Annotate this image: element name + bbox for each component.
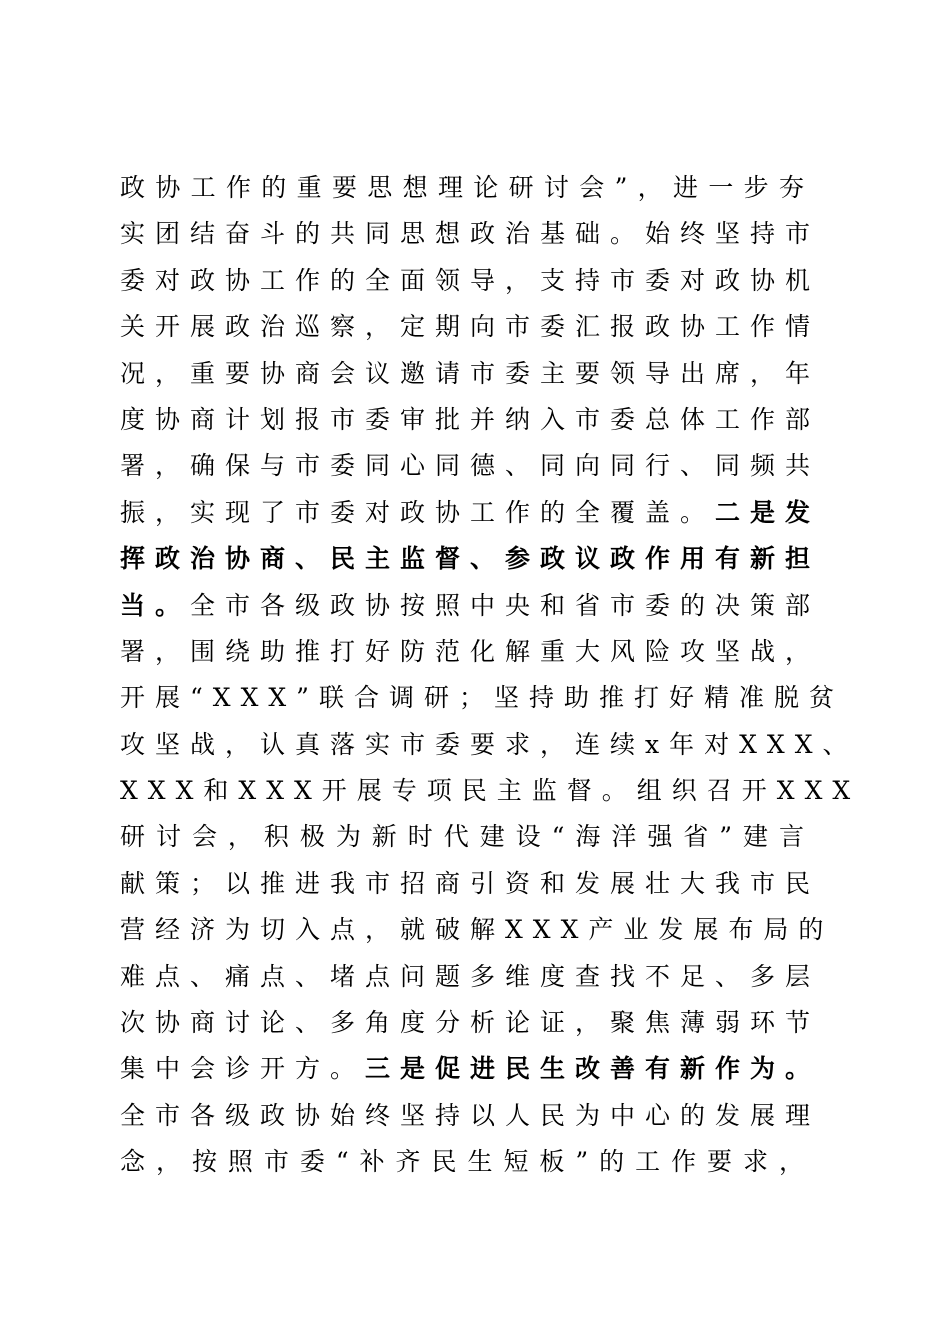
text-line — [120, 768, 861, 814]
text-line — [120, 629, 821, 675]
bold-heading-text: 三是促进民生改善有新作为。 — [365, 1054, 821, 1084]
text-line — [120, 490, 821, 536]
body-paragraph — [120, 165, 861, 1186]
text-line — [120, 443, 821, 489]
body-text-segment: 署，围绕助推打好防范化解重大风险攻坚战， — [120, 636, 821, 666]
text-line — [120, 1139, 814, 1185]
body-text-segment: 开展“XXX”联合调研；坚持助推打好精准脱贫 — [120, 683, 844, 713]
body-text-segment: 研讨会，积极为新时代建设“海洋强省”建言 — [120, 822, 814, 852]
body-text-segment: 集中会诊开方。 — [120, 1054, 366, 1084]
text-line — [120, 583, 821, 629]
text-line — [120, 1093, 821, 1139]
body-text-segment: 次协商讨论、多角度分析论证，聚焦薄弱环节 — [120, 1008, 821, 1038]
body-text-segment: 关开展政治巡察，定期向市委汇报政协工作情 — [120, 312, 821, 342]
text-line — [120, 907, 834, 953]
body-text-segment: 攻坚战，认真落实市委要求，连续x年对XXX、 — [120, 729, 858, 759]
body-text-segment: 振，实现了市委对政协工作的全覆盖。 — [120, 497, 716, 527]
body-text-segment: XXX和XXX开展专项民主监督。组织召开XXX — [120, 776, 861, 806]
body-text-segment: 全市各级政协按照中央和省市委的决策部 — [190, 590, 821, 620]
body-text-segment: 署，确保与市委同心同德、同向同行、同频共 — [120, 451, 821, 481]
text-line — [120, 258, 821, 304]
text-line — [120, 304, 821, 350]
body-text-segment: 念，按照市委“补齐民生短板”的工作要求， — [120, 1147, 814, 1177]
text-line — [120, 165, 814, 211]
text-line — [120, 722, 858, 768]
text-line — [120, 536, 821, 582]
body-text-segment: 委对政协工作的全面领导，支持市委对政协机 — [120, 265, 821, 295]
text-line — [120, 397, 821, 443]
text-line — [120, 675, 844, 721]
text-line — [120, 211, 821, 257]
text-line — [120, 1046, 821, 1092]
text-line — [120, 814, 814, 860]
text-line — [120, 351, 821, 397]
body-text-segment: 难点、痛点、堵点问题多维度查找不足、多层 — [120, 961, 821, 991]
text-line — [120, 954, 821, 1000]
body-text-segment: 况，重要协商会议邀请市委主要领导出席，年 — [120, 358, 821, 388]
body-text-segment: 政协工作的重要思想理论研讨会”，进一步夯 — [120, 173, 814, 202]
body-text-segment: 实团结奋斗的共同思想政治基础。始终坚持市 — [120, 219, 821, 249]
bold-heading-text: 二是发 — [715, 497, 821, 527]
text-line — [120, 861, 821, 907]
body-text-segment: 度协商计划报市委审批并纳入市委总体工作部 — [120, 404, 821, 434]
bold-heading-text: 挥政治协商、民主监督、参政议政作用有新担 — [120, 544, 821, 574]
body-text-segment: 营经济为切入点，就破解XXX产业发展布局的 — [120, 915, 834, 945]
body-text-segment: 全市各级政协始终坚持以人民为中心的发展理 — [120, 1100, 821, 1130]
bold-heading-text: 当。 — [120, 590, 191, 620]
body-text-segment: 献策；以推进我市招商引资和发展壮大我市民 — [120, 868, 821, 898]
text-line — [120, 1000, 821, 1046]
